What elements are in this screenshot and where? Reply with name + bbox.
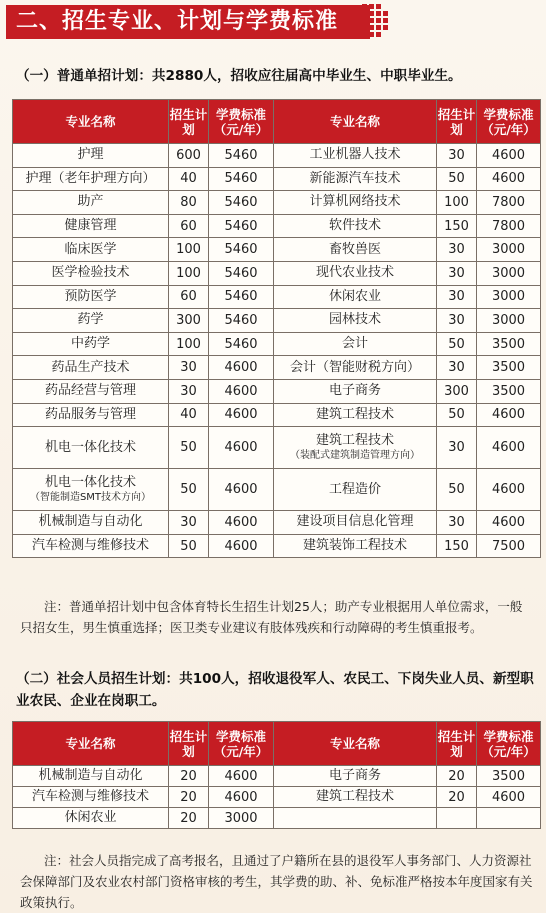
- cell-fee: 5460: [209, 144, 274, 168]
- major-name: 新能源汽车技术: [309, 170, 401, 186]
- major-name: 会计（智能财税方向）: [289, 359, 420, 375]
- major-name: 畜牧兽医: [328, 241, 381, 257]
- cell-plan: 100: [169, 238, 209, 262]
- section-title-banner: 二、招生专业、计划与学费标准: [6, 5, 370, 39]
- header-fee: 学费标准（元/年）: [209, 100, 274, 144]
- plan1-header-row: [13, 100, 541, 144]
- table-row: [13, 511, 541, 535]
- major-name: 建设项目信息化管理: [296, 514, 414, 530]
- cell-major: [274, 309, 437, 333]
- cell-plan: 30: [437, 511, 477, 535]
- major-name: 汽车检测与维修技术: [31, 538, 149, 554]
- table-row: [13, 332, 541, 356]
- table-row: [13, 379, 541, 403]
- decorative-square: [383, 25, 388, 30]
- cell-plan: 30: [437, 356, 477, 380]
- cell-fee: 5460: [209, 332, 274, 356]
- table-row: [13, 356, 541, 380]
- decorative-square: [362, 4, 367, 9]
- cell-fee: 4600: [477, 167, 541, 191]
- major-name: 工程造价: [328, 481, 381, 497]
- cell-major: [274, 332, 437, 356]
- cell-major: [274, 167, 437, 191]
- cell-plan: 30: [437, 427, 477, 469]
- cell-plan: 50: [169, 427, 209, 469]
- cell-major: [13, 214, 169, 238]
- plan1-note: 注：普通单招计划中包含体育特长生招生计划25人；助产专业根据用人单位需求，一般只招女生，男生慎重选择；医卫类专业建议有肢体残疾和行动障碍的考生慎重报考。: [20, 599, 523, 635]
- cell-major: [13, 144, 169, 168]
- table-row: [13, 261, 541, 285]
- cell-major: [274, 191, 437, 215]
- cell-fee: 3000: [477, 261, 541, 285]
- major-name: 助产: [77, 194, 104, 210]
- table-row: [13, 167, 541, 191]
- cell-plan: 40: [169, 167, 209, 191]
- decorative-square: [369, 4, 374, 9]
- cell-plan: 60: [169, 285, 209, 309]
- cell-plan: 600: [169, 144, 209, 168]
- cell-fee: 3500: [477, 332, 541, 356]
- plan2-note: 注：社会人员指完成了高考报名，且通过了户籍所在县的退役军人事务部门、人力资源社会保障部门及农业农村部门资格审核的考生，其学费的助、补、免标准严格按本年度国家有关政策执行。: [20, 853, 533, 910]
- cell-major: [274, 808, 437, 829]
- header-major: 专业名称: [13, 100, 169, 144]
- cell-plan: 30: [437, 309, 477, 333]
- cell-fee: 4600: [477, 469, 541, 511]
- table-row: [13, 285, 541, 309]
- cell-major: [13, 379, 169, 403]
- major-name: 园林技术: [328, 312, 381, 328]
- plan2-header-row: [13, 722, 541, 766]
- cell-fee: 7800: [477, 214, 541, 238]
- cell-plan: 40: [169, 403, 209, 427]
- plan1-heading: （一）普通单招计划：共2880人，招收应往届高中毕业生、中职毕业生。: [16, 68, 462, 84]
- cell-plan: 50: [169, 469, 209, 511]
- header-major: 专业名称: [13, 722, 169, 766]
- cell-major: [274, 403, 437, 427]
- cell-plan: 30: [169, 511, 209, 535]
- cell-fee: 5460: [209, 191, 274, 215]
- cell-major: [13, 534, 169, 558]
- major-name: 护理（老年护理方向）: [25, 170, 156, 186]
- decorative-square: [369, 32, 374, 37]
- cell-major: [274, 356, 437, 380]
- cell-fee: 5460: [209, 309, 274, 333]
- decorative-square: [362, 32, 367, 37]
- cell-plan: 30: [437, 144, 477, 168]
- major-subdirection: （智能制造SMT技术方向）: [29, 492, 152, 504]
- header-plan: 招生计划: [437, 100, 477, 144]
- major-name: 机电一体化技术: [44, 475, 136, 491]
- cell-plan: 20: [169, 787, 209, 808]
- cell-fee: 4600: [477, 511, 541, 535]
- cell-major: [13, 332, 169, 356]
- cell-plan: 50: [437, 332, 477, 356]
- header-plan: 招生计划: [437, 722, 477, 766]
- decorative-square: [376, 32, 381, 37]
- cell-major: [274, 144, 437, 168]
- cell-fee: 3000: [477, 238, 541, 262]
- cell-major: [274, 511, 437, 535]
- cell-plan: 30: [437, 238, 477, 262]
- major-name: 工业机器人技术: [309, 147, 401, 163]
- cell-plan: 100: [169, 261, 209, 285]
- cell-fee: 3000: [477, 309, 541, 333]
- major-name: 药品生产技术: [51, 359, 130, 375]
- cell-fee: 4600: [209, 787, 274, 808]
- cell-fee: 4600: [209, 534, 274, 558]
- table-row: [13, 309, 541, 333]
- table-row: [13, 144, 541, 168]
- cell-plan: 30: [437, 285, 477, 309]
- cell-major: [13, 356, 169, 380]
- cell-fee: 5460: [209, 261, 274, 285]
- plan1-table: [12, 99, 541, 558]
- major-name: 建筑工程技术: [315, 433, 394, 449]
- major-name: 汽车检测与维修技术: [31, 789, 149, 804]
- cell-fee: 3500: [477, 766, 541, 787]
- table-row: [13, 427, 541, 469]
- cell-plan: 50: [437, 469, 477, 511]
- major-name: 健康管理: [64, 218, 117, 234]
- cell-major: [13, 511, 169, 535]
- cell-fee: 4600: [209, 427, 274, 469]
- decorative-square: [376, 18, 381, 23]
- table-row: [13, 403, 541, 427]
- table-row: [13, 534, 541, 558]
- decorative-squares-icon: [362, 4, 392, 38]
- cell-plan: 20: [437, 766, 477, 787]
- major-name: 预防医学: [64, 288, 117, 304]
- header-fee: 学费标准（元/年）: [477, 100, 541, 144]
- cell-plan: 80: [169, 191, 209, 215]
- cell-major: [13, 469, 169, 511]
- major-name: 建筑装饰工程技术: [302, 538, 407, 554]
- cell-major: [274, 427, 437, 469]
- cell-major: [13, 191, 169, 215]
- table-row: [13, 469, 541, 511]
- header-fee: 学费标准（元/年）: [209, 722, 274, 766]
- cell-major: [13, 261, 169, 285]
- cell-fee: 3500: [477, 379, 541, 403]
- cell-major: [274, 285, 437, 309]
- major-name: 休闲农业: [64, 810, 117, 825]
- cell-plan: 20: [169, 808, 209, 829]
- cell-fee: 7800: [477, 191, 541, 215]
- major-name: 临床医学: [64, 241, 117, 257]
- table-row: [13, 238, 541, 262]
- major-name: 休闲农业: [328, 288, 381, 304]
- major-name: 建筑工程技术: [315, 406, 394, 422]
- major-name: 中药学: [70, 336, 110, 352]
- major-name: 机电一体化技术: [44, 439, 136, 455]
- cell-major: [274, 534, 437, 558]
- decorative-square: [376, 25, 381, 30]
- major-name: 机械制造与自动化: [38, 514, 143, 530]
- cell-major: [274, 766, 437, 787]
- cell-fee: 3500: [477, 356, 541, 380]
- cell-major: [274, 238, 437, 262]
- cell-plan: 50: [437, 167, 477, 191]
- cell-major: [13, 309, 169, 333]
- cell-major: [13, 787, 169, 808]
- cell-fee: 4600: [209, 356, 274, 380]
- header-plan: 招生计划: [169, 722, 209, 766]
- cell-plan: [437, 808, 477, 829]
- major-name: 计算机网络技术: [309, 194, 401, 210]
- cell-fee: 4600: [477, 427, 541, 469]
- cell-major: [13, 427, 169, 469]
- cell-plan: 100: [169, 332, 209, 356]
- cell-major: [13, 285, 169, 309]
- major-name: 现代农业技术: [315, 265, 394, 281]
- cell-major: [274, 469, 437, 511]
- cell-fee: 4600: [477, 403, 541, 427]
- cell-plan: 30: [169, 356, 209, 380]
- major-name: 机械制造与自动化: [38, 768, 143, 783]
- table-row: [13, 787, 541, 808]
- major-name: 药品经营与管理: [44, 383, 136, 399]
- cell-plan: 30: [169, 379, 209, 403]
- cell-plan: 60: [169, 214, 209, 238]
- decorative-square: [376, 11, 381, 16]
- decorative-square: [362, 18, 367, 23]
- cell-major: [13, 167, 169, 191]
- header-plan: 招生计划: [169, 100, 209, 144]
- cell-major: [13, 766, 169, 787]
- cell-major: [274, 261, 437, 285]
- plan2-table: [12, 721, 541, 829]
- decorative-square: [362, 25, 367, 30]
- header-major: 专业名称: [274, 100, 437, 144]
- major-name: 护理: [77, 147, 104, 163]
- cell-plan: 50: [437, 403, 477, 427]
- cell-fee: 5460: [209, 167, 274, 191]
- cell-plan: 20: [437, 787, 477, 808]
- cell-plan: 150: [437, 534, 477, 558]
- major-name: 软件技术: [328, 218, 381, 234]
- cell-major: [274, 379, 437, 403]
- cell-fee: 3000: [477, 285, 541, 309]
- cell-plan: 30: [437, 261, 477, 285]
- table-row: [13, 214, 541, 238]
- decorative-square: [383, 18, 388, 23]
- cell-fee: 4600: [209, 766, 274, 787]
- major-subdirection: （装配式建筑制造管理方向）: [290, 450, 420, 462]
- cell-major: [13, 403, 169, 427]
- cell-fee: 4600: [477, 787, 541, 808]
- table-row: [13, 766, 541, 787]
- cell-plan: 50: [169, 534, 209, 558]
- cell-fee: 4600: [477, 144, 541, 168]
- major-name: 医学检验技术: [51, 265, 130, 281]
- table-row: [13, 808, 541, 829]
- cell-fee: 4600: [209, 379, 274, 403]
- decorative-square: [362, 11, 367, 16]
- cell-plan: 100: [437, 191, 477, 215]
- cell-major: [13, 808, 169, 829]
- table-row: [13, 191, 541, 215]
- major-name: 电子商务: [328, 768, 381, 783]
- major-name: 电子商务: [328, 383, 381, 399]
- decorative-square: [376, 4, 381, 9]
- cell-plan: 300: [437, 379, 477, 403]
- cell-fee: 5460: [209, 238, 274, 262]
- header-major: 专业名称: [274, 722, 437, 766]
- cell-fee: [477, 808, 541, 829]
- cell-plan: 20: [169, 766, 209, 787]
- cell-plan: 150: [437, 214, 477, 238]
- cell-fee: 4600: [209, 511, 274, 535]
- cell-fee: 5460: [209, 214, 274, 238]
- header-fee: 学费标准（元/年）: [477, 722, 541, 766]
- major-name: 药品服务与管理: [44, 406, 136, 422]
- decorative-square: [369, 18, 374, 23]
- cell-fee: 4600: [209, 403, 274, 427]
- major-name: 建筑工程技术: [315, 789, 394, 804]
- cell-major: [274, 214, 437, 238]
- cell-major: [13, 238, 169, 262]
- decorative-square: [369, 25, 374, 30]
- cell-fee: 7500: [477, 534, 541, 558]
- cell-fee: 3000: [209, 808, 274, 829]
- cell-plan: 300: [169, 309, 209, 333]
- cell-fee: 5460: [209, 285, 274, 309]
- major-name: 药学: [77, 312, 104, 328]
- decorative-square: [369, 11, 374, 16]
- cell-fee: 4600: [209, 469, 274, 511]
- cell-major: [274, 787, 437, 808]
- plan2-heading: （二）社会人员招生计划：共100人，招收退役军人、农民工、下岗失业人员、新型职业农民、企业在岗职工。: [16, 671, 534, 709]
- decorative-square: [383, 11, 388, 16]
- major-name: 会计: [341, 336, 368, 352]
